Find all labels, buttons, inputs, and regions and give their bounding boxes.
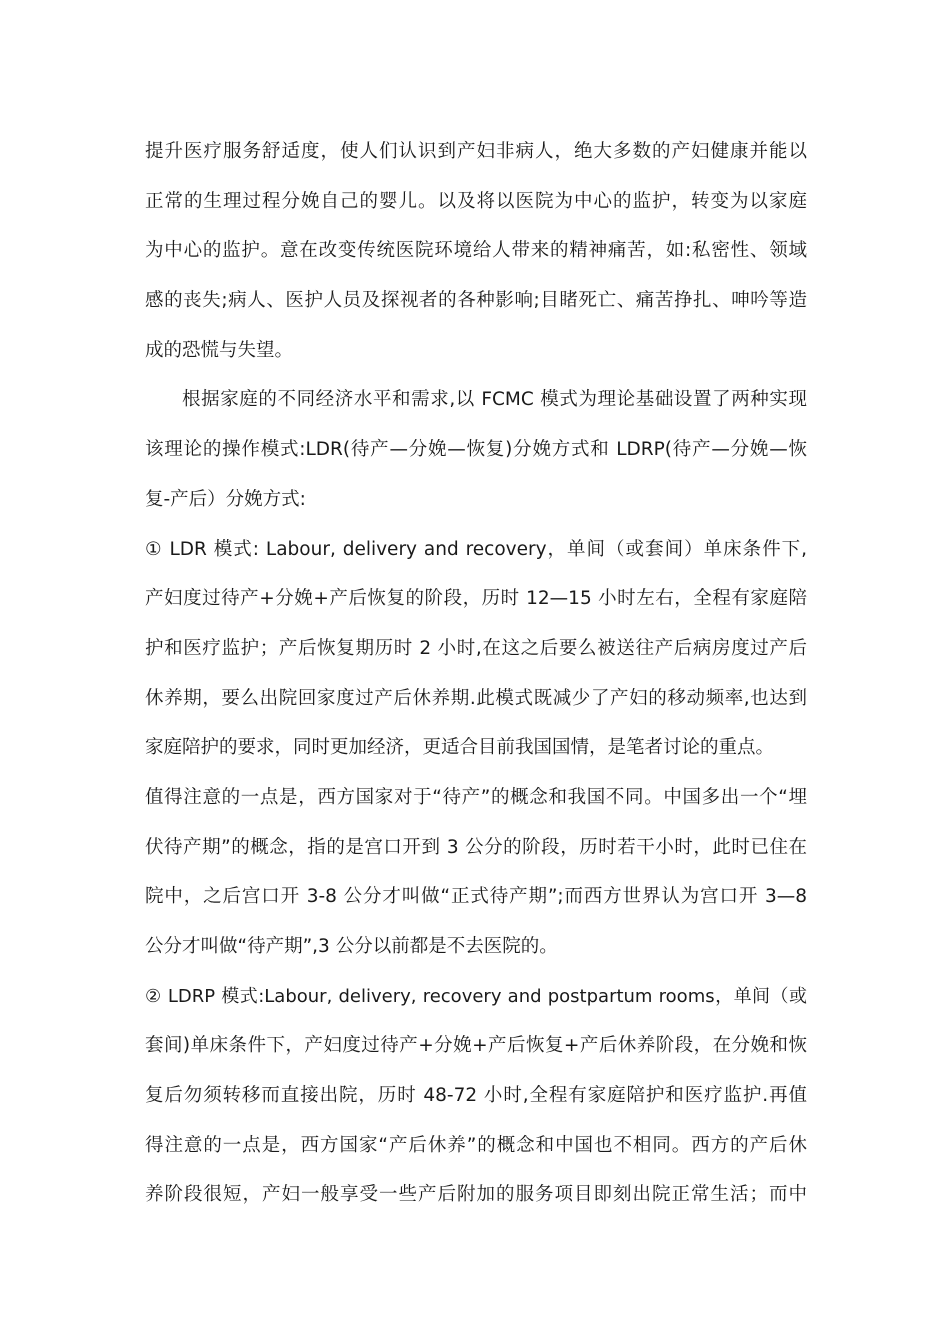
text-line: 护和医疗监护；产后恢复期历时 2 小时,在这之后要么被送往产后病房度过产后 [145,637,807,659]
text-line: 院中，之后宫口开 3-8 公分才叫做“正式待产期”;而西方世界认为宫口开 3—8 [145,886,807,908]
text-line: 伏待产期”的概念，指的是宫口开到 3 公分的阶段，历时若干小时，此时已住在 [145,836,807,858]
text-line: 感的丧失;病人、医护人员及探视者的各种影响;目睹死亡、痛苦挣扎、呻吟等造 [145,290,807,312]
text-line: 家庭陪护的要求，同时更加经济，更适合目前我国国情，是笔者讨论的重点。 [145,737,775,759]
text-line: 套间)单床条件下，产妇度过待产+分娩+产后恢复+产后休养阶段，在分娩和恢 [145,1035,807,1057]
text-line: 复后勿须转移而直接出院，历时 48-72 小时,全程有家庭陪护和医疗监护.再值 [145,1085,807,1107]
text-line: 该理论的操作模式:LDR(待产—分娩—恢复)分娩方式和 LDRP(待产—分娩—恢 [145,439,807,461]
text-line: 养阶段很短，产妇一般享受一些产后附加的服务项目即刻出院正常生活；而中 [145,1184,807,1206]
text-line: 得注意的一点是，西方国家“产后休养”的概念和中国也不相同。西方的产后休 [145,1134,807,1156]
text-line: 休养期，要么出院回家度过产后休养期.此模式既减少了产妇的移动频率,也达到 [145,687,807,709]
text-line: 公分才叫做“待产期”,3 公分以前都是不去医院的。 [145,936,558,957]
text-line: 值得注意的一点是，西方国家对于“待产”的概念和我国不同。中国多出一个“埋 [145,786,807,808]
text-line: 为中心的监护。意在改变传统医院环境给人带来的精神痛苦，如:私密性、领域 [145,240,807,262]
text-line: ② LDRP 模式:Labour, delivery, recovery and postpartum rooms，单间（或 [145,985,807,1007]
text-line: ① LDR 模式: Labour, delivery and recovery，单间（或套间）单床条件下, [145,538,807,560]
text-line: 成的恐慌与失望。 [145,339,294,361]
body-text [145,127,807,1220]
text-line: 复-产后）分娩方式: [145,488,306,510]
text-line: 正常的生理过程分娩自己的婴儿。以及将以医院为中心的监护，转变为以家庭 [145,190,807,212]
text-line: 提升医疗服务舒适度，使人们认识到产妇非病人，绝大多数的产妇健康并能以 [145,141,807,162]
text-line: 根据家庭的不同经济水平和需求,以 FCMC 模式为理论基础设置了两种实现 [182,389,807,411]
text-line: 产妇度过待产+分娩+产后恢复的阶段，历时 12—15 小时左右，全程有家庭陪 [145,588,807,610]
